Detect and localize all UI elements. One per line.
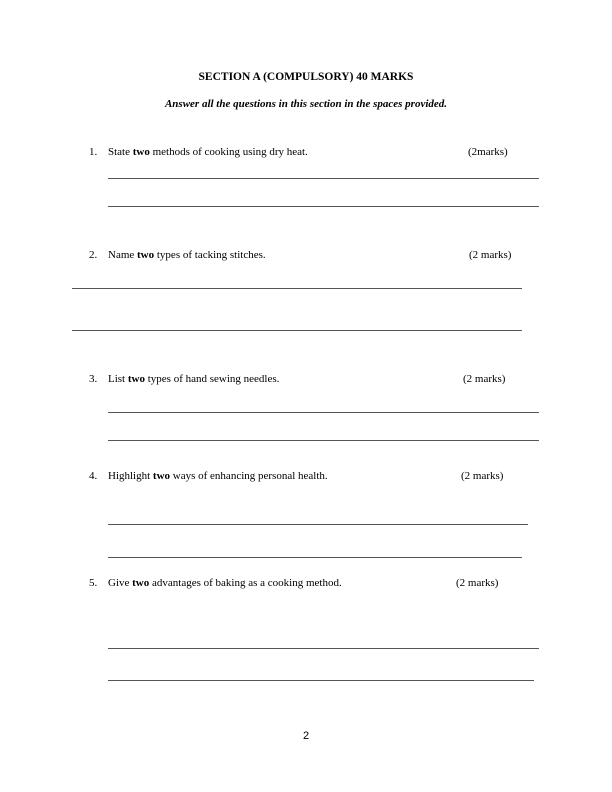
section-instruction: Answer all the questions in this section in the spaces provided. (164, 98, 448, 110)
answer-line[interactable] (108, 206, 539, 207)
answer-line[interactable] (72, 330, 522, 331)
question-marks: (2 marks) (456, 577, 499, 589)
question-number: 4. (89, 470, 98, 482)
question-text: State two methods of cooking using dry heat. (108, 146, 308, 158)
question-number: 1. (89, 146, 98, 158)
question-marks: (2 marks) (461, 470, 504, 482)
answer-line[interactable] (108, 680, 534, 681)
answer-line[interactable] (108, 440, 539, 441)
question-marks: (2 marks) (463, 373, 506, 385)
question-text: Name two types of tacking stitches. (108, 249, 266, 261)
question-number: 3. (89, 373, 98, 385)
section-title: SECTION A (COMPULSORY) 40 MARKS (198, 71, 414, 83)
question-text: Highlight two ways of enhancing personal health. (108, 470, 328, 482)
answer-line[interactable] (108, 178, 539, 179)
question-marks: (2marks) (468, 146, 508, 158)
answer-line[interactable] (108, 412, 539, 413)
question-text: Give two advantages of baking as a cooking method. (108, 577, 342, 589)
answer-line[interactable] (72, 288, 522, 289)
question-marks: (2 marks) (469, 249, 512, 261)
answer-line[interactable] (108, 524, 528, 525)
question-text: List two types of hand sewing needles. (108, 373, 280, 385)
question-number: 2. (89, 249, 98, 261)
page-number: 2 (302, 730, 310, 742)
question-number: 5. (89, 577, 98, 589)
answer-line[interactable] (108, 648, 539, 649)
answer-line[interactable] (108, 557, 522, 558)
